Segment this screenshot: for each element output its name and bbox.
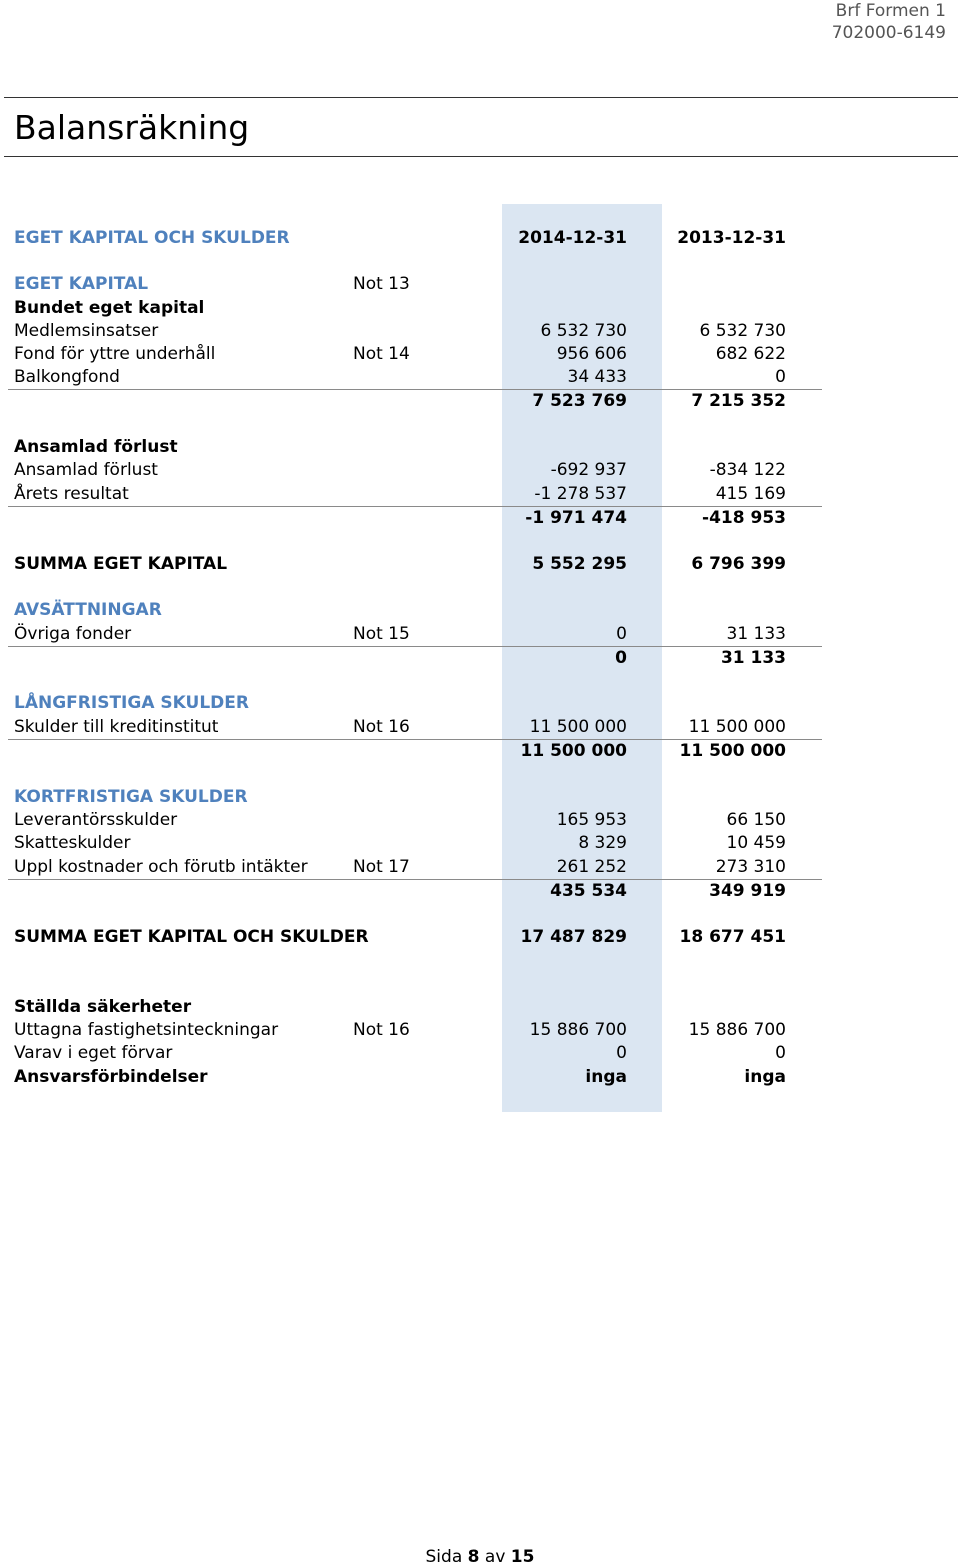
page-title: Balansräkning <box>14 108 250 147</box>
value-previous: 0 <box>775 367 786 387</box>
subheading: Ställda säkerheter <box>14 997 192 1017</box>
value-current: 11 500 000 <box>529 717 627 737</box>
row-label: Övriga fonder <box>14 624 132 644</box>
subheading: Bundet eget kapital <box>14 298 205 318</box>
value-current: -692 937 <box>550 460 627 480</box>
note-ref: Not 14 <box>353 344 410 364</box>
table-row <box>0 809 960 832</box>
table-row <box>0 459 960 482</box>
value-previous: 11 500 000 <box>679 741 786 761</box>
value-previous: 15 886 700 <box>688 1020 786 1040</box>
note-ref: Not 16 <box>353 717 410 737</box>
table-row <box>0 599 960 622</box>
page-number <box>0 1546 960 1568</box>
total-row <box>0 553 960 576</box>
value-current: 8 329 <box>578 833 627 853</box>
value-current: 15 886 700 <box>529 1020 627 1040</box>
note-ref: Not 17 <box>353 857 410 877</box>
subheading: Ansamlad förlust <box>14 437 178 457</box>
value-current: 261 252 <box>556 857 627 877</box>
value-current: 7 523 769 <box>532 391 627 411</box>
table-row <box>0 366 960 389</box>
value-previous: 18 677 451 <box>679 927 786 947</box>
value-previous: 682 622 <box>715 344 786 364</box>
value-current: 17 487 829 <box>520 927 627 947</box>
table-row <box>0 692 960 715</box>
row-label: Leverantörsskulder <box>14 810 178 830</box>
value-previous: 6 796 399 <box>691 554 786 574</box>
table-row <box>0 716 960 739</box>
value-current: 435 534 <box>550 881 627 901</box>
note-ref: Not 16 <box>353 1020 410 1040</box>
table-row <box>0 856 960 879</box>
header-divider <box>4 97 958 98</box>
table-row <box>0 1066 960 1089</box>
value-previous: 31 133 <box>720 648 786 668</box>
section-heading: KORTFRISTIGA SKULDER <box>14 787 248 807</box>
value-current: 956 606 <box>556 344 627 364</box>
value-previous: 349 919 <box>709 881 786 901</box>
grand-total-row <box>0 926 960 949</box>
value-previous: 0 <box>775 1043 786 1063</box>
row-label: Medlemsinsatser <box>14 321 159 341</box>
row-label: SUMMA EGET KAPITAL OCH SKULDER <box>14 927 369 947</box>
table-row <box>0 996 960 1019</box>
title-divider <box>4 156 958 157</box>
value-previous: 10 459 <box>726 833 786 853</box>
company-name: Brf Formen 1 <box>835 1 946 21</box>
row-label: Skatteskulder <box>14 833 131 853</box>
table-row <box>0 297 960 320</box>
current-page: 8 <box>467 1547 480 1567</box>
value-current: -1 971 474 <box>525 508 627 528</box>
value-current: -1 278 537 <box>534 484 627 504</box>
note-ref: Not 13 <box>353 274 410 294</box>
page-header <box>832 0 946 44</box>
column-date-previous: 2013-12-31 <box>677 228 786 248</box>
section-heading: LÅNGFRISTIGA SKULDER <box>14 693 249 713</box>
subtotal-row <box>0 390 960 413</box>
note-ref: Not 15 <box>353 624 410 644</box>
value-previous: 273 310 <box>715 857 786 877</box>
table-row <box>0 320 960 343</box>
section-heading: AVSÄTTNINGAR <box>14 600 162 620</box>
value-current: 0 <box>616 624 627 644</box>
value-previous: 415 169 <box>715 484 786 504</box>
table-row <box>0 273 960 296</box>
page-prefix: Sida <box>425 1547 463 1567</box>
table-row <box>0 832 960 855</box>
subtotal-row <box>0 740 960 763</box>
row-label: Ansvarsförbindelser <box>14 1067 208 1087</box>
value-previous: 66 150 <box>726 810 786 830</box>
subtotal-row <box>0 880 960 903</box>
row-label: Balkongfond <box>14 367 120 387</box>
value-current: 11 500 000 <box>520 741 627 761</box>
table-row <box>0 1042 960 1065</box>
value-previous: -418 953 <box>702 508 786 528</box>
value-current: 34 433 <box>567 367 627 387</box>
row-label: Skulder till kreditinstitut <box>14 717 219 737</box>
row-label: Ansamlad förlust <box>14 460 158 480</box>
org-number: 702000-6149 <box>831 23 946 43</box>
subtotal-row <box>0 647 960 670</box>
table-row <box>0 786 960 809</box>
section-heading: EGET KAPITAL OCH SKULDER <box>14 228 290 248</box>
value-current: 6 532 730 <box>540 321 627 341</box>
value-previous: 31 133 <box>726 624 786 644</box>
row-label: Uppl kostnader och förutb intäkter <box>14 857 308 877</box>
row-label: Varav i eget förvar <box>14 1043 173 1063</box>
table-row <box>0 483 960 506</box>
page-separator: av <box>484 1547 506 1567</box>
table-row <box>0 343 960 366</box>
row-label: Fond för yttre underhåll <box>14 344 216 364</box>
row-label: Uttagna fastighetsinteckningar <box>14 1020 279 1040</box>
table-row <box>0 436 960 459</box>
value-current: 5 552 295 <box>532 554 627 574</box>
section-heading: EGET KAPITAL <box>14 274 149 294</box>
value-current: 0 <box>616 1043 627 1063</box>
table-row <box>0 623 960 646</box>
value-current: 165 953 <box>556 810 627 830</box>
value-previous: 6 532 730 <box>699 321 786 341</box>
value-previous: 7 215 352 <box>691 391 786 411</box>
value-previous: inga <box>744 1067 786 1087</box>
value-current: 0 <box>615 648 627 668</box>
row-label: Årets resultat <box>14 484 129 504</box>
total-pages: 15 <box>510 1547 535 1567</box>
column-header-row <box>0 227 960 250</box>
value-previous: 11 500 000 <box>688 717 786 737</box>
value-current: inga <box>585 1067 627 1087</box>
column-date-current: 2014-12-31 <box>518 228 627 248</box>
row-label: SUMMA EGET KAPITAL <box>14 554 228 574</box>
subtotal-row <box>0 507 960 530</box>
table-row <box>0 1019 960 1042</box>
value-previous: -834 122 <box>709 460 786 480</box>
